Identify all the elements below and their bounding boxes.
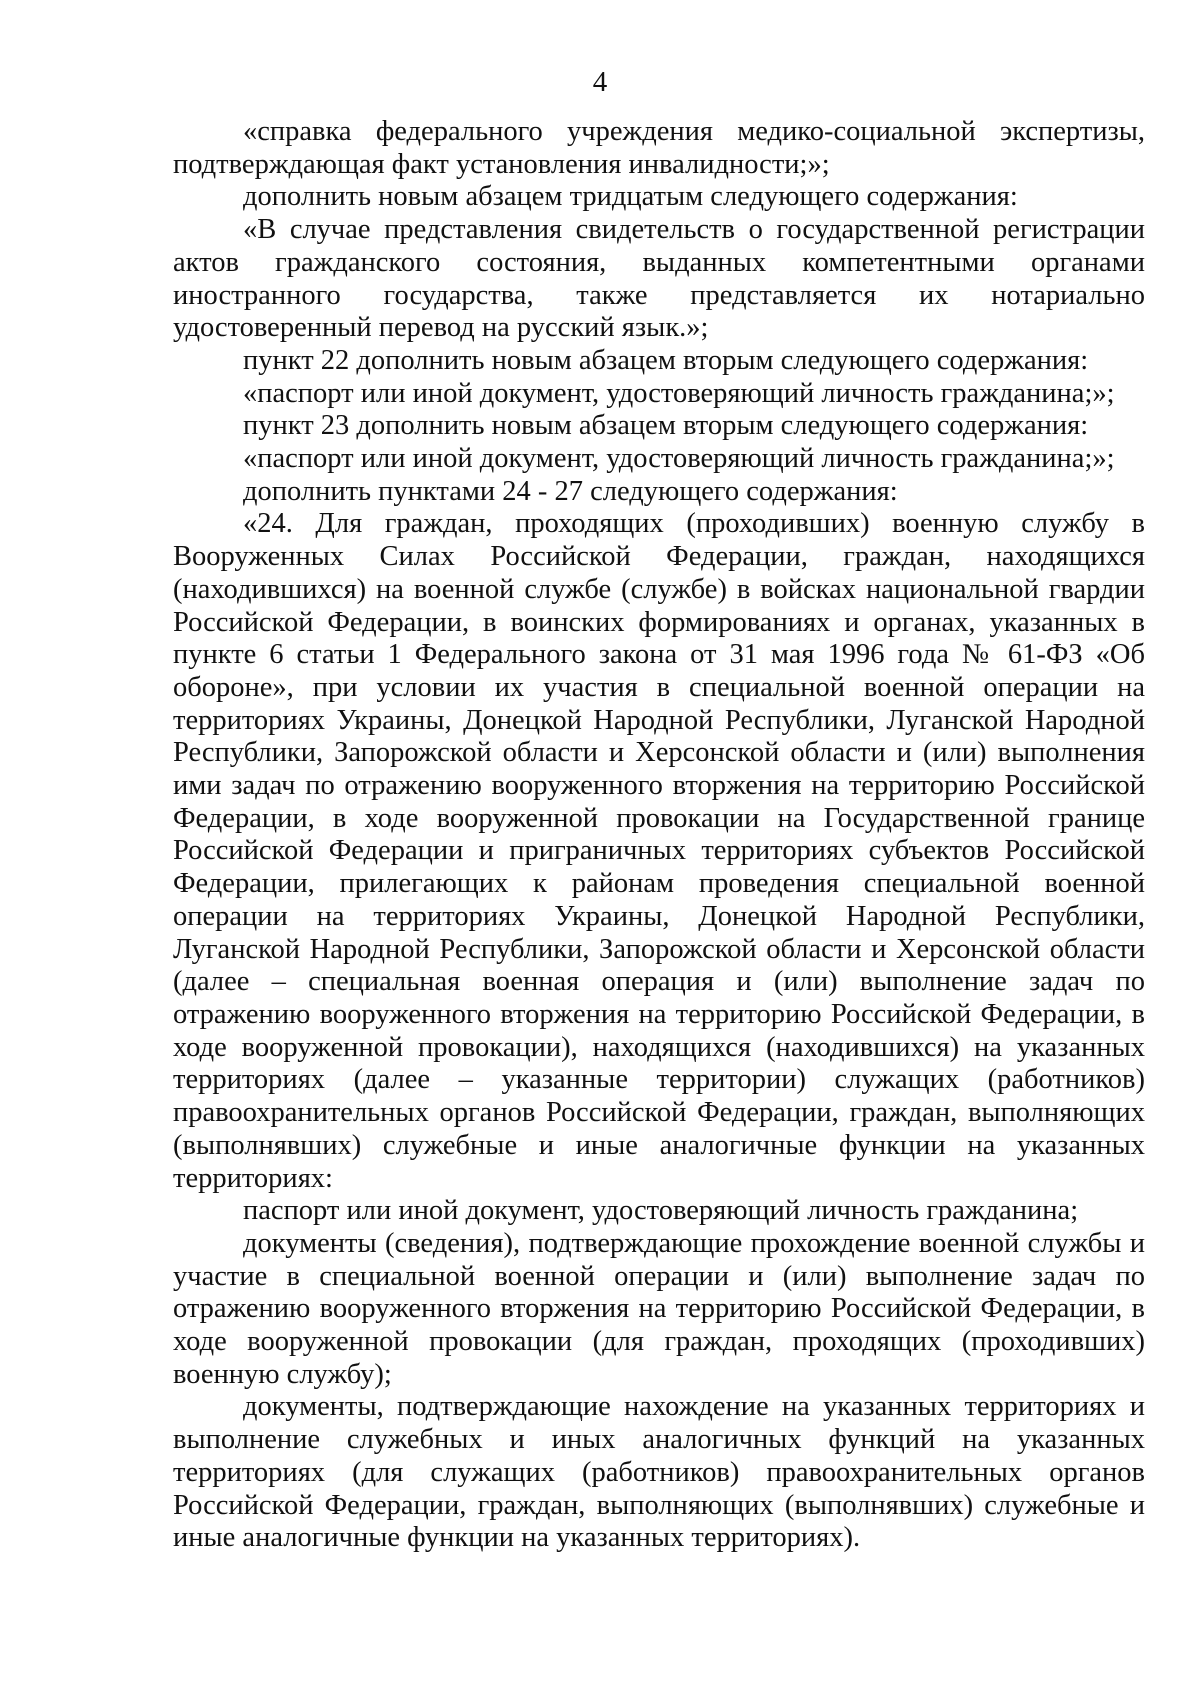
paragraph: паспорт или иной документ, удостоверяющий личность гражданина; — [243, 1195, 1079, 1227]
paragraph: дополнить пунктами 24 - 27 следующего содержания: — [243, 475, 898, 507]
paragraph: «В случае представления свидетельств о государственной регистрации актов гражданского состояния, выданных компетентными органами иностранного государства, также представляется их нотариально удостоверенный перевод на русский язык.»; — [173, 214, 1145, 344]
paragraph: документы, подтверждающие нахождение на указанных территориях и выполнение служебных и иных аналогичных функций на указанных территориях (для служащих (работников) правоохранительных органов Российской Федерации, граждан, выполняющих (выполнявших) служебные и иные аналогичные функции на указанных территориях). — [173, 1391, 1145, 1554]
paragraph: документы (сведения), подтверждающие прохождение военной службы и участие в специальной военной операции и (или) выполнение задач по отражению вооруженного вторжения на территорию Российской Федерации, в ходе вооруженной провокации (для граждан, проходящих (проходивших) военную службу); — [173, 1227, 1145, 1390]
paragraph: «паспорт или иной документ, удостоверяющий личность гражданина;»; — [243, 377, 1115, 409]
paragraph: «паспорт или иной документ, удостоверяющий личность гражданина;»; — [243, 443, 1115, 475]
paragraph: «справка федерального учреждения медико-социальной экспертизы, подтверждающая факт установления инвалидности;»; — [173, 116, 1145, 180]
document-body — [173, 116, 1145, 1555]
paragraph: пункт 22 дополнить новым абзацем вторым следующего содержания: — [243, 344, 1089, 376]
paragraph: дополнить новым абзацем тридцатым следующего содержания: — [243, 181, 1018, 213]
page-number: 4 — [592, 66, 608, 98]
paragraph: пункт 23 дополнить новым абзацем вторым следующего содержания: — [243, 410, 1089, 442]
paragraph: «24. Для граждан, проходящих (проходивших) военную службу в Вооруженных Силах Российской Федерации, граждан, находящихся (находившихся) на военной службе (службе) в войсках национальной гвардии Российской Федерации, в воинских формированиях и органах, указанных в пункте 6 статьи 1 Федерального закона от 31 мая 1996 года № 61-ФЗ «Об обороне», при условии их участия в специальной военной операции на территориях Украины, Донецкой Народной Республики, Луганской Народной Республики, Запорожской области и Херсонской области и (или) выполнения ими задач по отражению вооруженного вторжения на территорию Российской Федерации, в ходе вооруженной провокации на Государственной границе Российской Федерации и приграничных территориях субъектов Российской Федерации, прилегающих к районам проведения специальной военной операции на территориях Украины, Донецкой Народной Республики, Луганской Народной Республики, Запорожской области и Херсонской области (далее – специальная военная операция и (или) выполнение задач по отражению вооруженного вторжения на территорию Российской Федерации, в ходе вооруженной провокации), находящихся (находившихся) на указанных территориях (далее – указанные территории) служащих (работников) правоохранительных органов Российской Федерации, граждан, выполняющих (выполнявших) служебные и иные аналогичные функции на указанных территориях: — [173, 508, 1145, 1194]
